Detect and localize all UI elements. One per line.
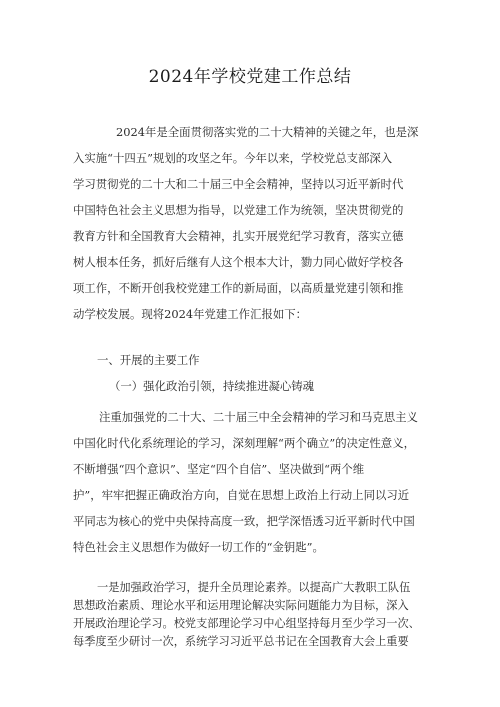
intro-line-7: 项工作，不断开创我校党建工作的新局面，以高质量党建引领和推 [73, 281, 404, 295]
para2-line-2: 中国化时代化系统理论的学习，深刻理解“两个确立”的决定性意义， [73, 436, 415, 450]
para2-line-6: 特色社会主义思想作为做好一切工作的“金钥匙”。 [73, 540, 324, 554]
subsection-heading: （一）强化政治引领，持续推进凝心铸魂 [109, 379, 315, 393]
intro-line-4: 中国特色社会主义思想为指导，以党建工作为统领，坚决贯彻党的 [73, 203, 404, 217]
document-title: 2024年学校党建工作总结 [148, 67, 352, 87]
para2-line-5: 平同志为核心的党中央保持高度一致，把学深悟透习近平新时代中国 [73, 514, 415, 528]
intro-line-6: 树人根本任务，抓好后继有人这个根本大计，勠力同心做好学校各 [73, 255, 404, 269]
para2-line-1: 注重加强党的二十大、二十届三中全会精神的学习和马克思主义 [99, 410, 418, 424]
section-heading: 一、开展的主要工作 [97, 353, 200, 367]
intro-line-5: 教育方针和全国教育大会精神，扎实开展党纪学习教育，落实立德 [73, 229, 404, 243]
para3-line-3: 开展政治理论学习。校党支部理论学习中心组坚持每月至少学习一次、 [73, 617, 420, 630]
para2-line-4: 护”，牢牢把握正确政治方向，自觉在思想上政治上行动上同以习近 [73, 488, 410, 502]
para3-line-2: 思想政治素质、理论水平和运用理论解决实际问题能力为目标，深入 [73, 599, 409, 612]
para3-line-1: 一是加强政治学习，提升全员理论素养。以提高广大教职工队伍 [97, 581, 411, 594]
intro-line-2: 入实施“十四五”规划的攻坚之年。今年以来，学校党总支部深入 [73, 151, 393, 165]
intro-line-1: 2024年是全面贯彻落实党的二十大精神的关键之年，也是深 [116, 125, 419, 139]
para2-line-3: 不断增强“四个意识”、坚定“四个自信”、坚决做到“两个维 [73, 462, 365, 476]
para3-line-4: 每季度至少研讨一次，系统学习习近平总书记在全国教育大会上重要 [73, 635, 409, 648]
intro-line-8: 动学校发展。现将2024年党建工作汇报如下： [73, 307, 308, 321]
intro-line-3: 学习贯彻党的二十大和二十届三中全会精神，坚持以习近平新时代 [73, 177, 404, 191]
